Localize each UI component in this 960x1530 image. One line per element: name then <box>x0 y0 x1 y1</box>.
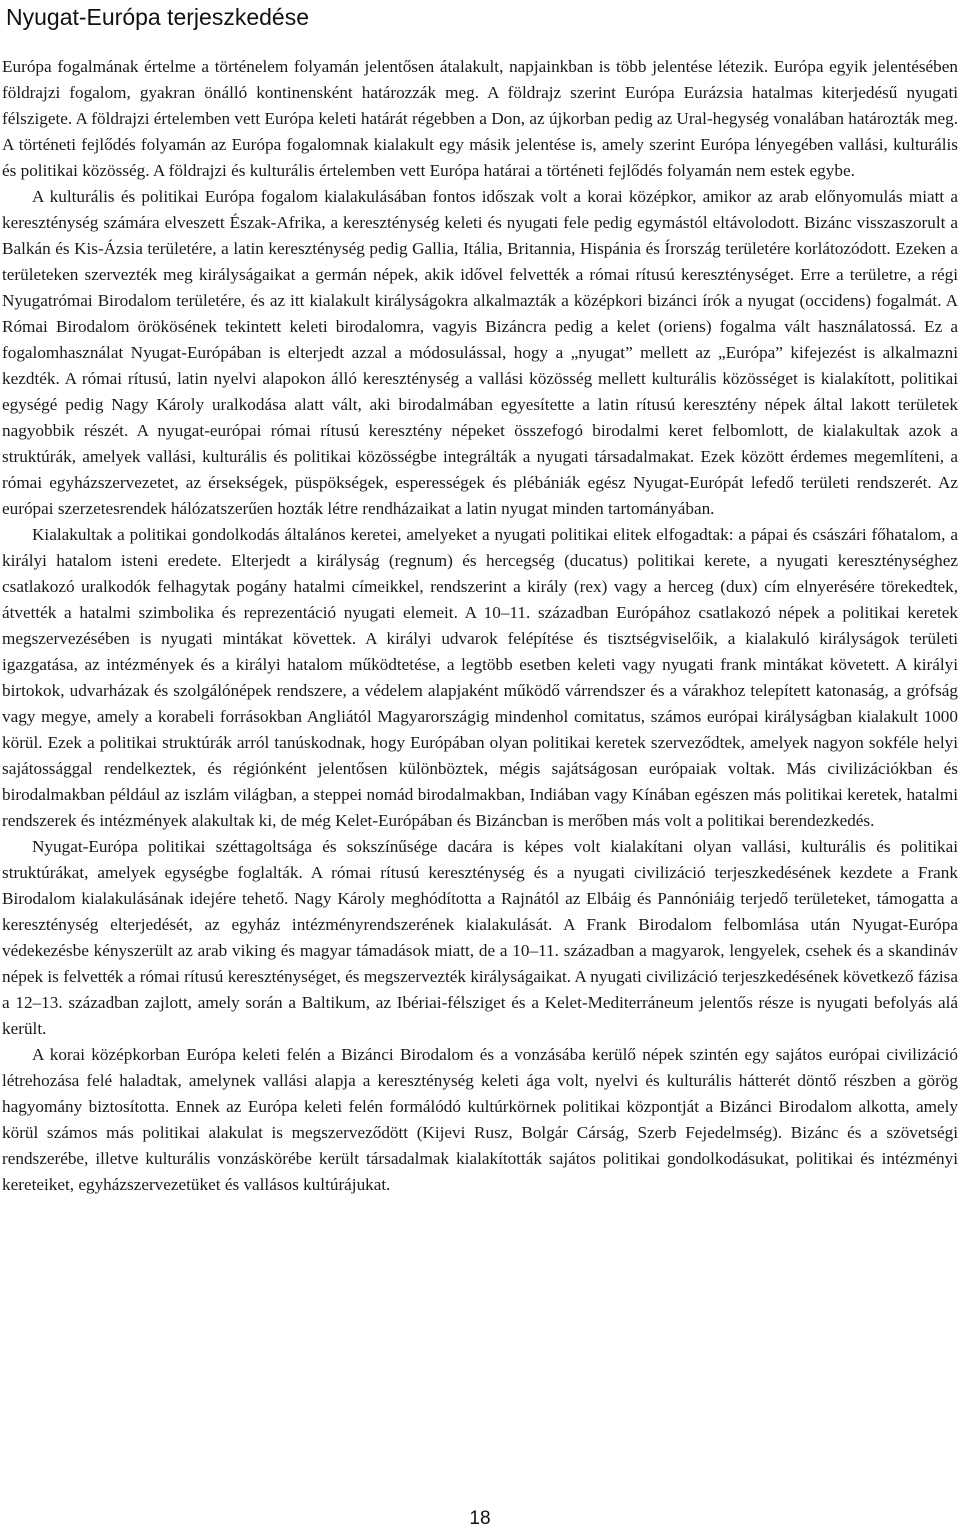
paragraph: Európa fogalmának értelme a történelem folyamán jelentősen átalakult, napjainkban is több jelentése létezik. Európa egyik jelentésében földrajzi fogalom, gyakran önálló kontinensként határozzák meg. A földrajz szerint Európa Eurázsia hatalmas kiterjedésű nyugati félszigete. A földrajzi értelemben vett Európa keleti határát régebben a Don, az újkorban pedig az Ural-hegység vonalában határozták meg. A történeti fejlődés folyamán az Európa fogalomnak kialakult egy másik jelentése is, amely szerint Európa lényegében vallási, kulturális és politikai közösség. A földrajzi és kulturális értelemben vett Európa határai a történeti fejlődés folyamán nem estek egybe. <box>2 57 958 180</box>
page-title: Nyugat-Európa terjeszkedése <box>6 4 309 30</box>
paragraph: Nyugat-Európa politikai széttagoltsága és sokszínűsége dacára is képes volt kialakítani olyan vallási, kulturális és politikai struktúrákat, amelyek egységbe foglalták. A római rítusú kereszténység és a nyugati civilizáció terjeszkedésének kezdete a Frank Birodalom kialakulásának idejére tehető. Nagy Károly meghódította a Rajnától az Elbáig és Pannóniáig terjedő területeket, támogatta a kereszténység elterjedését, az egyház intézményrendszerének kialakulását. A Frank Birodalom felbomlása után Nyugat-Európa védekezésbe kényszerült az arab viking és magyar támadások miatt, de a 10–11. században a magyarok, lengyelek, csehek és a skandináv népek is felvették a római rítusú kereszténységet, és megszervezték királyságaikat. A nyugati civilizáció terjeszkedésének következő fázisa a 12–13. században zajlott, amely során a Baltikum, az Ibériai-félsziget és a Kelet-Mediterráneum jelentős része is nyugati befolyás alá került. <box>2 837 958 1038</box>
paragraph: A kulturális és politikai Európa fogalom kialakulásában fontos időszak volt a korai középkor, amikor az arab előnyomulás miatt a kereszténység számára elveszett Észak-Afrika, a kereszténység keleti és nyugati fele pedig egymástól eltávolodott. Bizánc visszaszorult a Balkán és Kis-Ázsia területére, a latin kereszténység pedig Gallia, Itália, Britannia, Hispánia és Írország területére korlátozódott. Ezeken a területeken szervezték meg királyságaikat a germán népek, akik idővel felvették a római rítusú kereszténységet. Erre a területre, a régi Nyugatrómai Birodalom területére, és az itt kialakult királyságokra alkalmazták a középkori bizánci írók a nyugat (occidens) fogalmát. A Római Birodalom örökösének tekintett keleti birodalomra, vagyis Bizáncra pedig a kelet (oriens) fogalma vált használatossá. Ez a fogalomhasználat Nyugat-Európában is elterjedt azzal a módosulással, hogy a „nyugat” mellett az „Európa” kifejezést is alkalmazni kezdték. A római rítusú, latin nyelvi alapokon álló kereszténység a vallási közösség mellett kulturális közösséget is kialakított, politikai egységé pedig Nagy Károly uralkodása alatt vált, aki birodalmában egyesítette a latin rítusú keresztény népek által lakott területek nagyobbik részét. A nyugat-európai római rítusú keresztény népeket összefogó birodalmi keret felbomlott, de kialakultak azok a struktúrák, amelyek vallási, kulturális és politikai közösségbe integrálták a nyugati társadalmakat. Ezek között érdemes megemlíteni, a római egyházszervezetet, az érsekségek, püspökségek, esperességek és plébániák egész Nyugat-Európát lefedő területi rendszerét. Az európai szerzetesrendek hálózatszerűen hozták létre rendházaikat a latin nyugat minden tartományában. <box>2 187 958 518</box>
page-number: 18 <box>469 1508 491 1529</box>
paragraph: Kialakultak a politikai gondolkodás általános keretei, amelyeket a nyugati politikai elitek elfogadtak: a pápai és császári főhatalom, a királyi hatalom isteni eredete. Elterjedt a királyság (regnum) és hercegség (ducatus) politikai kerete, a nyugati kereszténységhez csatlakozó uralkodók felhagytak pogány hatalmi címeikkel, rendszerint a király (rex) vagy a herceg (dux) cím elnyerésére törekedtek, átvették a hatalmi szimbolika és reprezentáció nyugati elemeit. A 10–11. században Európához csatlakozó népek a politikai keretek megszervezésében is nyugati mintákat követtek. A királyi udvarok felépítése és tisztségviselőik, a kialakuló királyságok területi igazgatása, az intézmények és a királyi hatalom működtetése, a legtöbb esetben keleti vagy nyugati frank mintákat követett. A királyi birtokok, udvarházak és szolgálónépek rendszere, a védelem alapjaként működő várrendszer és a várakhoz telepített katonaság, a grófság vagy megye, amely a korabeli forrásokban Angliától Magyarországig mindenhol comitatus, számos európai királyságban kialakult 1000 körül. Ezek a politikai struktúrák arról tanúskodnak, hogy Európában olyan politikai keretek szerveződtek, amelyek nagyon sokféle helyi sajátossággal rendelkeztek, és régiónként jelentősen különböztek, mégis sajátságosan európaiak voltak. Más civilizációkban és birodalmakban például az iszlám világban, a steppei nomád birodalmakban, Indiában vagy Kínában egészen más politikai keretek, hatalmi rendszerek és intézmények alakultak ki, de még Kelet-Európában és Bizáncban is merőben más volt a politikai berendezkedés. <box>2 525 958 830</box>
article-body <box>2 54 958 1198</box>
paragraph: A korai középkorban Európa keleti felén a Bizánci Birodalom és a vonzásába kerülő népek szintén egy sajátos európai civilizáció létrehozása felé haladtak, amelynek vallási alapja a kereszténység keleti ága volt, nyelvi és kulturális hátterét döntő részben a görög hagyomány biztosította. Ennek az Európa keleti felén formálódó kultúrkörnek politikai központját a Bizánci Birodalom alkotta, amely körül számos más politikai alakulat is megszerveződött (Kijevi Rusz, Bolgár Cárság, Szerb Fejedelmség). Bizánc és a szövetségi rendszerébe, illetve kulturális vonzáskörébe került társadalmak kialakították sajátos politikai gondolkodásukat, politikai és intézményi kereteiket, egyházszervezetüket és vallásos kultúrájukat. <box>2 1045 958 1194</box>
